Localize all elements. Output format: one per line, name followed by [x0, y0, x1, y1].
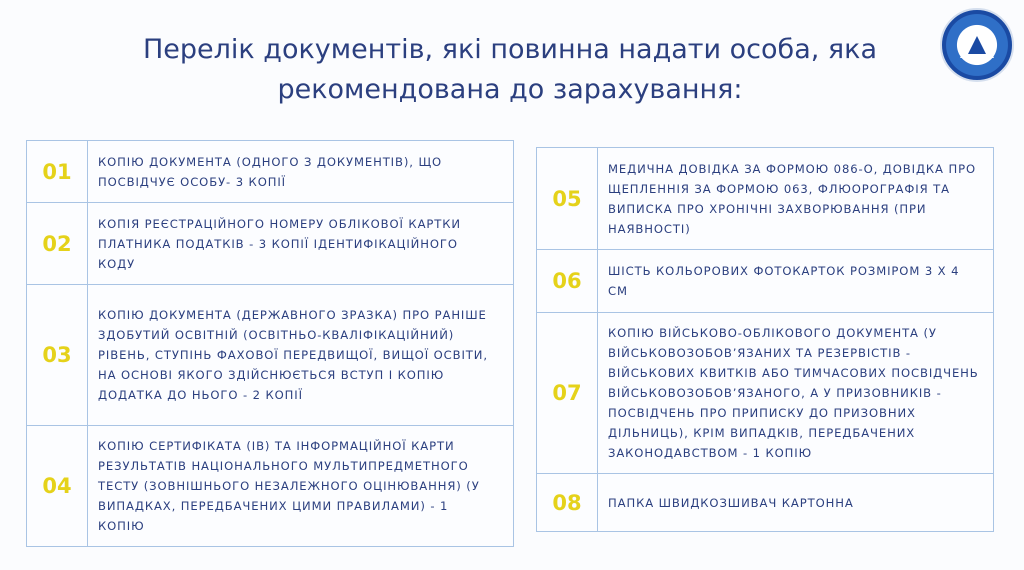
item-text: ПАПКА ШВИДКОЗШИВАЧ КАРТОННА	[608, 495, 854, 510]
documents-table-left	[26, 140, 514, 547]
item-text: КОПІЮ ДОКУМЕНТА (ОДНОГО З ДОКУМЕНТІВ), ЩО ПОСВІДЧУЄ ОСОБУ- 3 КОПІЇ	[98, 154, 443, 189]
item-number: 04	[27, 426, 88, 546]
item-text: КОПІЮ ВІЙСЬКОВО-ОБЛІКОВОГО ДОКУМЕНТА (У ВІЙСЬКОВОЗОБОВ’ЯЗАНИХ ТА РЕЗЕРВІСТІВ - ВІЙСЬКОВИХ КВИТКІВ АБО ТИМЧАСОВИХ ПОСВІДЧЕНЬ ВІЙСЬКОВОЗОБОВ’ЯЗАНОГО, А У ПРИЗОВНИКІВ - ПОСВІДЧЕНЬ ПРО ПРИПИСКУ ДО ПРИЗОВНИХ ДІЛЬНИЦЬ), КРІМ ВИПАДКІВ, ПЕРЕДБАЧЕНИХ ЗАКОНОДАВСТВОМ - 1 КОПІЮ	[608, 326, 979, 460]
documents-table-right	[536, 147, 994, 532]
item-text: ШІСТЬ КОЛЬОРОВИХ ФОТОКАРТОК РОЗМІРОМ 3 Х 4 СМ	[608, 264, 960, 298]
item-number: 02	[27, 203, 88, 284]
list-item	[26, 202, 514, 285]
list-item	[536, 147, 994, 250]
triangle-emblem-icon	[940, 8, 1014, 82]
item-number: 05	[537, 148, 598, 249]
item-text: КОПІЮ СЕРТИФІКАТА (ІВ) ТА ІНФОРМАЦІЙНОЇ КАРТИ РЕЗУЛЬТАТІВ НАЦІОНАЛЬНОГО МУЛЬТИПРЕДМЕТНОГО ТЕСТУ (ЗОВНІШНЬОГО НЕЗАЛЕЖНОГО ОЦІНЮВАННЯ) (У ВИПАДКАХ, ПЕРЕДБАЧЕНИХ ЦИМИ ПРАВИЛАМИ) - 1 КОПІЮ	[98, 439, 480, 533]
item-number: 06	[537, 250, 598, 312]
title-line-1: Перелік документів, які повинна надати особа, яка	[142, 34, 878, 65]
item-text: МЕДИЧНА ДОВІДКА ЗА ФОРМОЮ 086-О, ДОВІДКА ПРО ЩЕПЛЕННІЯ ЗА ФОРМОЮ 063, ФЛЮОРОГРАФІЯ ТА ВИПИСКА ПРО ХРОНІЧНІ ЗАХВОРЮВАННЯ (ПРИ НАЯВНОСТІ)	[608, 161, 976, 236]
list-item	[26, 284, 514, 426]
item-text: КОПІЯ РЕЄСТРАЦІЙНОГО НОМЕРУ ОБЛІКОВОЇ КАРТКИ ПЛАТНИКА ПОДАТКІВ - 3 КОПІЇ ІДЕНТИФІКАЦІЙНОГО КОДУ	[98, 216, 461, 271]
list-item	[536, 312, 994, 474]
item-text: КОПІЮ ДОКУМЕНТА (ДЕРЖАВНОГО ЗРАЗКА) ПРО РАНІШЕ ЗДОБУТИЙ ОСВІТНІЙ (ОСВІТНЬО-КВАЛІФІКАЦІЙНИЙ) РІВЕНЬ, СТУПІНЬ ФАХОВОЇ ПЕРЕДВИЩОЇ, ВИЩОЇ ОСВІТИ, НА ОСНОВІ ЯКОГО ЗДІЙСНЮЄТЬСЯ ВСТУП І КОПІЮ ДОДАТКА ДО НЬОГО - 2 КОПІЇ	[98, 308, 488, 402]
list-item	[536, 473, 994, 532]
list-item	[26, 425, 514, 547]
item-number: 08	[537, 474, 598, 531]
item-number: 03	[27, 285, 88, 425]
item-number: 01	[27, 141, 88, 202]
list-item	[536, 249, 994, 313]
item-number: 07	[537, 313, 598, 473]
page-title	[60, 30, 960, 110]
list-item	[26, 140, 514, 203]
title-line-2: рекомендована до зарахування:	[277, 74, 743, 105]
